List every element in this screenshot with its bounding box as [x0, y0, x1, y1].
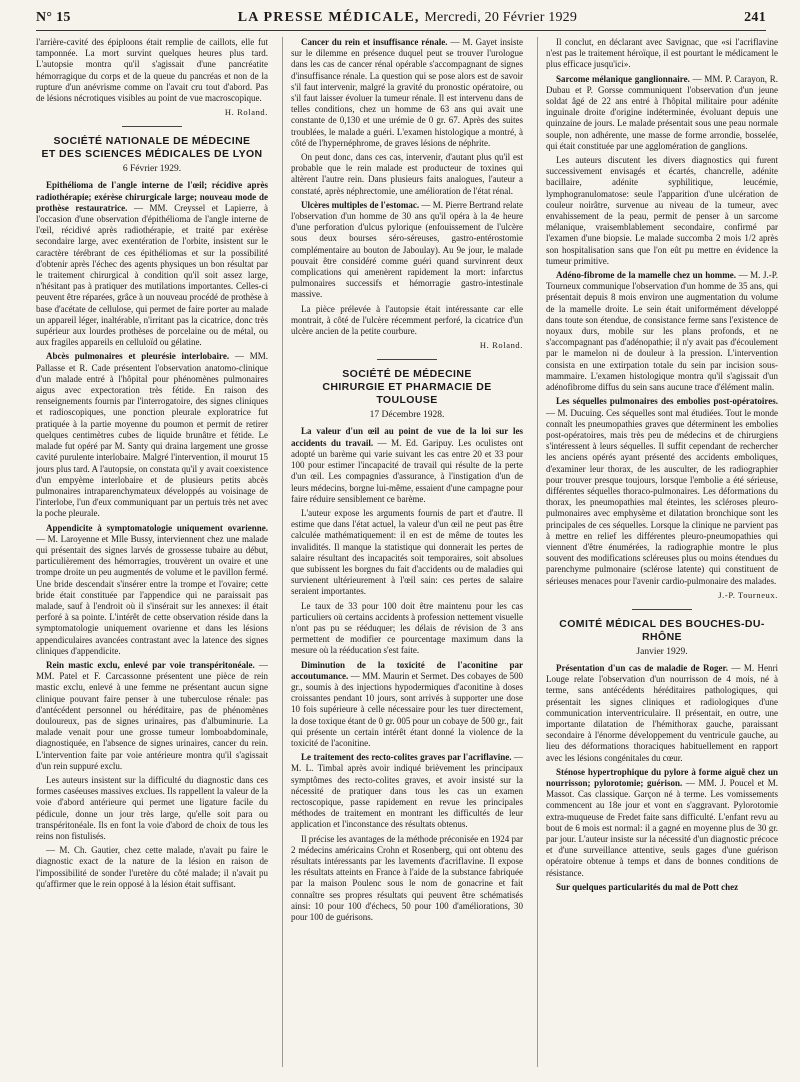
article-heading: Appendicite à symptomatologie uniquement ovarienne. — [46, 522, 268, 533]
paragraph: La pièce prélevée à l'autopsie était intéressante car elle montrait, à côté de l'ulcère récemment perforé, la cicatrice d'un ulcère ancien de la petite courbure. — [291, 303, 523, 337]
article — [546, 270, 778, 393]
article — [546, 882, 778, 893]
society-name-line: SOCIÉTÉ DE MÉDECINE — [342, 368, 472, 381]
article-heading: Sur quelques particularités du mal de Pott chez — [556, 881, 739, 892]
article-body: — M. Ed. Garipuy. Les oculistes ont adopté un barème qui varie suivant les cas entre 20 et 33 pour 100 pour estimer l'incapacité de travail qui résulte de la perte d'un œil. Les compagnies d'assurance, à l'instigation d'un de leurs médecins, borgne lui-même, essaient d'une campagne pour faire réduire sensiblement ce barème. — [291, 437, 523, 504]
article-heading: Le traitement des recto-colites graves par l'acriflavine. — [301, 752, 512, 763]
article — [291, 37, 523, 149]
article — [36, 180, 268, 348]
article-body: — MM. Maurin et Sermet. Des cobayes de 500 gr., soumis à des injections hypodermiques d'aconitine à doses croissantes pendant 10 jours, sont arrivés à supporter une dose 10 fois supérieure à celle nécessaire pour les tuer directement, la dose toxique étant de 0 gr. 005 pour un cobaye de 500 gr., fait qui présente un certain intérêt étant donné la violence de la toxicité de l'aconitine. — [291, 670, 523, 748]
article — [291, 752, 523, 830]
article-body: — MM. Pallasse et R. Cade présentent l'observation anatomo-clinique d'un malade entré à l'hôpital pour phénomènes pulmonaires aigus avec expectoration très fétide. En raison des renseignements fournis par l'interrogatoire, des signes cliniques et radioscopiques, une ponction pleurale exploratrice fut pratiquée à la partie moyenne du poumon et permit de retirer quelques centimètres cubes de liquide brunâtre et fétide. Le malade fut opéré par M. Santy qui draina largement une grosse cavité purulente interlobaire. Malgré l'intervention, il mourut 15 jours plus tard. A l'autopsie, on constata qu'il y avait coexistence d'un empyème interlobaire et de plusieurs petits abcès pulmonaires intraparenchymateux développés au voisinage de l'interlobe, l'un d'eux communiquant par un pertuis très net avec la poche pleurale. — [36, 351, 268, 519]
section-rule — [377, 359, 437, 360]
society-name-line: CHIRURGIE ET PHARMACIE DE TOULOUSE — [322, 381, 492, 407]
journal-title: LA PRESSE MÉDICALE, — [237, 10, 420, 25]
article-body: — M. Pierre Bertrand relate l'observation d'un homme de 30 ans qu'il opéra à la 4e heure d'une perforation d'ulcus pylorique (enfouissement de l'ulcère sous deux bourses séro-séreuses, gastro-entérostomie complémentaire au bouton de Jaboulay). Au 9e jour, le malade pouvait être considéré comme guéri quand survinrent deux complications qui amenèrent rapidement la mort: infarctus pulmonaires successifs et hémorragie gastro-intestinale massive. — [291, 199, 523, 300]
article — [546, 663, 778, 764]
article-body: — MM. Patel et F. Carcassonne présentent une pièce de rein mastic exclu, enlevé à une femme ne présentant aucun signe clinique pouvant faire penser à une tuberculose rénale: pas d'antécédent personnel ou héréditaire, pas de phénomènes douloureux, pas de signes urinaires, pas d'albuminurie. La malade venait pour une grosse tumeur lomboabdominale, diagnostiquée, en l'absence de signes urinaires, cancer du rein. L'intervention faite par voie antérieure montra qu'il s'agissait d'un rein suppuré exclu. — [36, 659, 268, 771]
paragraph: — M. Ch. Gautier, chez cette malade, n'avait pu faire le diagnostic exact de la nature de la lésion en raison de l'impossibilité de sonder l'uretère du côté malade; il n'avait pu qu'affirmer que le rein opposé à la lésion était suffisant. — [36, 845, 268, 889]
paragraph: Les auteurs discutent les divers diagnostics qui furent successivement envisagés et écartés, chancrelle, adénite bacillaire, adénite syphilitique, leucémie, lymphogranulomatose: seule l'apparition d'une ulcération de couleur noirâtre, survenue au niveau de la tumeur, avec envahissement de la peau, permit de penser à un sarcome mélanique, vraisemblablement secondaire, confirmé par l'examen d'une biopsie. Le malade succomba 2 mois 1/2 après son hospitalisation sans que l'on eût pu mettre en évidence la tumeur primitive. — [546, 155, 778, 266]
running-header — [36, 10, 766, 31]
article-heading: Cancer du rein et insuffisance rénale. — [301, 37, 448, 47]
paragraph: Le taux de 33 pour 100 doit être maintenu pour les cas particuliers où certains accidents à profession nettement visuelle n'ont pas pu se rééduquer; les délais de révision de 3 ans permettent de modifier ce pourcentage maximum dans la mesure où la rééducation s'est faite. — [291, 600, 523, 656]
article-heading: Diminution de la toxicité de l'aconitine par accoutumance. — [291, 659, 523, 681]
article — [546, 767, 778, 879]
article — [291, 660, 523, 750]
page-number: 241 — [744, 10, 766, 25]
signature: H. Roland. — [224, 107, 268, 118]
section-rule — [122, 126, 182, 127]
article-heading: Présentation d'un cas de maladie de Roger. — [556, 662, 728, 673]
article-heading: Ulcères multiples de l'estomac. — [301, 199, 420, 210]
article-body: — M. Laroyenne et Mlle Bussy, interviennent chez une malade qui présentait des signes larvés de grossesse tubaire au début, particulièrement des hémorragies, trouvèrent un ovaire et une trompe droite un peu augmentés de volume et le pavillon fermé. Une bride descendait s'insérer entre la trompe et l'ovaire; cette bride était constituée par l'appendice qui ne paraissait pas malade, sauf à l'endroit où il s'insérait sur les annexes: il était perforé à sa pointe. L'intérêt de cette observation réside dans la symptomatologie uniquement ovarienne et dans les lésions appendiculaires avancées contrastant avec la latence des signes cliniques d'appendicite. — [36, 533, 268, 656]
article-heading: Rein mastic exclu, enlevé par voie transpéritonéale. — [46, 659, 255, 670]
article-heading: Les séquelles pulmonaires des embolies post-opératoires. — [556, 396, 778, 407]
society-heading — [36, 135, 268, 161]
article-heading: Epithélioma de l'angle interne de l'œil; récidive après radiothérapie; exérèse chirurgicale large; nouveau mode de prothèse restauratrice. — [36, 180, 268, 213]
paragraph: Il précise les avantages de la méthode préconisée en 1924 par 2 médecins américains Crohn et Rosenberg, qui ont obtenu des résultats intéressants par les lavements d'acriflavine. Il expose les résultats atteints en France à l'aide de la substance fabriquée par la maison Poulenc sous le nom de gonacrine et fait connaître ses propres résultats qui peuvent être schématisés ainsi: 10 pour 100 d'échecs, 50 pour 100 d'améliorations, 30 pour 100 de guérisons. — [291, 833, 523, 923]
society-name-line: COMITÉ MÉDICAL DES BOUCHES-DU-RHÔNE — [559, 617, 765, 643]
article-body: — MM. J. Poucel et M. Massot. Cas classique. Garçon né à terme. Les vomissements commencent au 18e jour et vont en s'aggravant. Pylorotomie extra-muqueuse de Fredet faite sans difficulté. L'enfant revu au bout de 6 mois est normal: il a gagné en moyenne plus de 30 gr. par jour. L'auteur insiste sur la nécessité d'un diagnostic précoce et d'une surveillance attentive, seuls gages d'une guérison opératoire obtenue à temps et dans de bonnes conditions de résistance. — [546, 777, 778, 878]
journal-title-line — [238, 10, 577, 26]
society-heading — [546, 618, 778, 644]
article-body: — M. Henri Louge relate l'observation d'un nourrisson de 4 mois, né à terme, sans antécédents héréditaires pathologiques, qui présentait les signes cliniques et radiologiques d'une communication interventriculaire. Il présentait, en outre, une importante dilatation de l'hémithorax gauche, paraissant secondaire à l'énorme développement du ventricule gauche, au lieu des déformations thoraciques habituellement en rapport avec les lésions congénitales du cœur. — [546, 662, 778, 763]
society-heading — [291, 368, 523, 407]
signature: J.-P. Tourneux. — [718, 589, 778, 600]
session-date: 6 Février 1929. — [122, 164, 182, 175]
issue-number: N° 15 — [36, 10, 71, 25]
society-name-line: ET DES SCIENCES MÉDICALES DE LYON — [41, 148, 263, 161]
society-name-line: SOCIÉTÉ NATIONALE DE MÉDECINE — [53, 135, 251, 148]
article-body: — M. Gayet insiste sur le dilemme en présence duquel peut se trouver l'urologue dans les cas de cancer rénal opérable s'accompagnant de signes d'insuffisance rénale. La question qui se pose alors est de savoir s'il faut intervenir, malgré la gravité du pronostic opératoire, ou s'il faut laisser évoluer la tumeur rénale. Il est intervenu dans de telles conditions, chez un homme de 63 ans qui avait une constante de 0,130 et une urémie de 0 gr. 67. Après des suites troublées, le malade a guéri. L'examen histologique a montré, à côté de l'hypernéphrome, de graves lésions de néphrite. — [291, 37, 523, 148]
column-2 — [282, 37, 523, 1067]
article-heading: Adéno-fibrome de la mamelle chez un homme. — [556, 270, 737, 281]
session-date: 17 Décembre 1928. — [369, 410, 445, 421]
article-body: — M. Ducuing. Ces séquelles sont mal étudiées. Tout le monde connaît les pneumopathies graves que déterminent les embolies post-opératoires, mais très peu de médecins et de chirurgiens s'intéressent à leurs séquelles. Il suffit cependant de rechercher les anciens opérés ayant présenté des accidents emboliques, d'examiner leur thorax, de les ausculter, de les radiographier pour trouver presque toujours, lorsque l'embolie a été sérieuse, différentes séquelles thoraco-pulmonaires. Les déformations du thorax, les pneumopathies mal éteintes, les scléroses pleuro-pulmonaires avec emphysème et dilatation bronchique sont les principales de ces séquelles. Lorsque la clinique ne parvient pas à mettre en relief les différentes pleuro-pneumopathies qui viennent d'être énumérées, la radiographie montre le plus souvent des modifications scléreuses plus ou moins étendues du parenchyme pulmonaire (sclérose latente) qui constituent de sérieuses menaces pour l'avenir cardio-pulmonaire des malades. — [546, 407, 778, 586]
issue-date: Mercredi, 20 Février 1929 — [424, 10, 578, 25]
section-rule — [632, 609, 692, 610]
columns — [36, 37, 778, 1067]
article-body: — MM. Creyssel et Lapierre, à l'occasion d'une observation d'épithélioma de l'angle interne de l'œil, récidivé après radiothérapie, et traité par exérèse secondaire large, avec exentération de l'orbite, insistent sur le caractère térébrant de ces épithéliomas et sur la possibilité d'obtenir après l'échec des agents physiques un bon résultat par le traitement chirurgical à condition qu'il soit assez large, n'hésitant pas à pratiquer des mutilations importantes. Celles-ci peuvent être réparées, grâce à un nouveau procédé de prothèse à base d'acétate de cellulose, qui permet de faire porter au malade un appareil léger, inaltérable, n'irritant pas la cicatrice, donc très supérieur aux lourdes prothèses de porcelaine ou de métal, ou aux fragiles appareils en celluloïd ou gélatine. — [36, 202, 268, 348]
session-date: Janvier 1929. — [636, 646, 688, 657]
column-1 — [36, 37, 268, 1067]
paragraph: Les auteurs insistent sur la difficulté du diagnostic dans ces formes caséeuses massives exclues. Ils rappellent la valeur de la voie d'abord antérieure qui permet une ligature facile du pédicule, donne un jour très large, qu'elle soit para ou transpéritonéale. Ils en font la voie d'abord de choix de tous les reins non fistulisés. — [36, 774, 268, 841]
column-3 — [537, 37, 778, 1067]
article-body: — M. J.-P. Tourneux communique l'observation d'un homme de 35 ans, qui présentait depuis 8 mois environ une augmentation du volume de la mamelle droite. Le sein était uniformément développé dans toute son étendue, de consistance ferme sans l'existence de noyaux durs, mobile sur les plans profonds, et ne s'accompagnant pas d'adénopathie; il n'y avait pas d'écoulement par le mamelon ni de douleur à la pression. L'intervention consista en une extirpation totale du sein par incision sous-mammaire. L'examen histologique montra qu'il s'agissait d'un adénofibrome diffus du sein sans aucune trace d'élément malin. — [546, 270, 778, 393]
article — [291, 426, 523, 504]
article-heading: Sténose hypertrophique du pylore à forme aiguë chez un nourrisson; pylorotomie; guérison. — [546, 766, 778, 788]
article — [546, 74, 778, 152]
article — [546, 396, 778, 586]
paragraph: l'arrière-cavité des épiploons était remplie de caillots, elle fut tamponnée. La mort survint quelques heures plus tard. L'autopsie montra qu'il s'agissait d'une pancréatite hémorragique du corps et de la queue du pancréas et non de la rupture d'un anévrisme comme on l'avait cru tout d'abord. Pas de lésions nécrotiques visibles au point de vue macroscopique. — [36, 37, 268, 104]
paragraph: On peut donc, dans ces cas, intervenir, d'autant plus qu'il est probable que le rein malade est producteur de toxines qui altèrent l'autre rein. Dans plusieurs faits analogues, l'auteur a constaté, après néphrectomie, une amélioration de l'état rénal. — [291, 152, 523, 196]
article — [291, 200, 523, 301]
paragraph: Il conclut, en déclarant avec Savignac, que «si l'acriflavine n'est pas le traitement héroïque, il est pourtant le médicament le plus efficace jusqu'ici». — [546, 37, 778, 70]
article — [36, 523, 268, 657]
paragraph: L'auteur expose les arguments fournis de part et d'autre. Il estime que dans l'état actuel, la valeur d'un œil ne peut pas être calculée mathématiquement: il en est de même de toutes les invalidités. Il manque la statistique qui donnerait les pertes de salaire résultant des incapacités soit temporaires, soit absolues que subissent les borgnes du fait d'accidents ou de maladies qui survienent ultérieurement à l'œil sain: ces pertes de salaire seraient importantes. — [291, 507, 523, 597]
article-body: — M. L. Timbal après avoir indiqué brièvement les principaux symptômes des recto-colites graves, et avoir insisté sur la nécessité de pratiquer dans tous les cas un examen rectoscopique, passe rapidement en revue les principales méthodes de traitement en montrant les difficultés de leur application et l'inconstance des résultats obtenus. — [291, 752, 523, 830]
article — [36, 351, 268, 519]
signature: H. Roland. — [479, 340, 523, 351]
article-heading: Sarcome mélanique ganglionnaire. — [556, 73, 690, 84]
article-body: — MM. P. Carayon, R. Dubau et P. Gorsse communiquent l'observation d'un jeune soldat âgé de 22 ans entré à l'hôpital militaire pour adénite inguinale droite d'origine indéterminée, évoluant depuis une quinzaine de jours. Le malade présentait sous une peau normale souple, non adhérente, une masse de forme arrondie, bosselée, qui était constituée par une agglomération de ganglions. — [546, 73, 778, 151]
article-heading: La valeur d'un œil au point de vue de la loi sur les accidents du travail. — [291, 426, 523, 448]
article-heading: Abcès pulmonaires et pleurésie interlobaire. — [46, 351, 230, 362]
article — [36, 660, 268, 772]
